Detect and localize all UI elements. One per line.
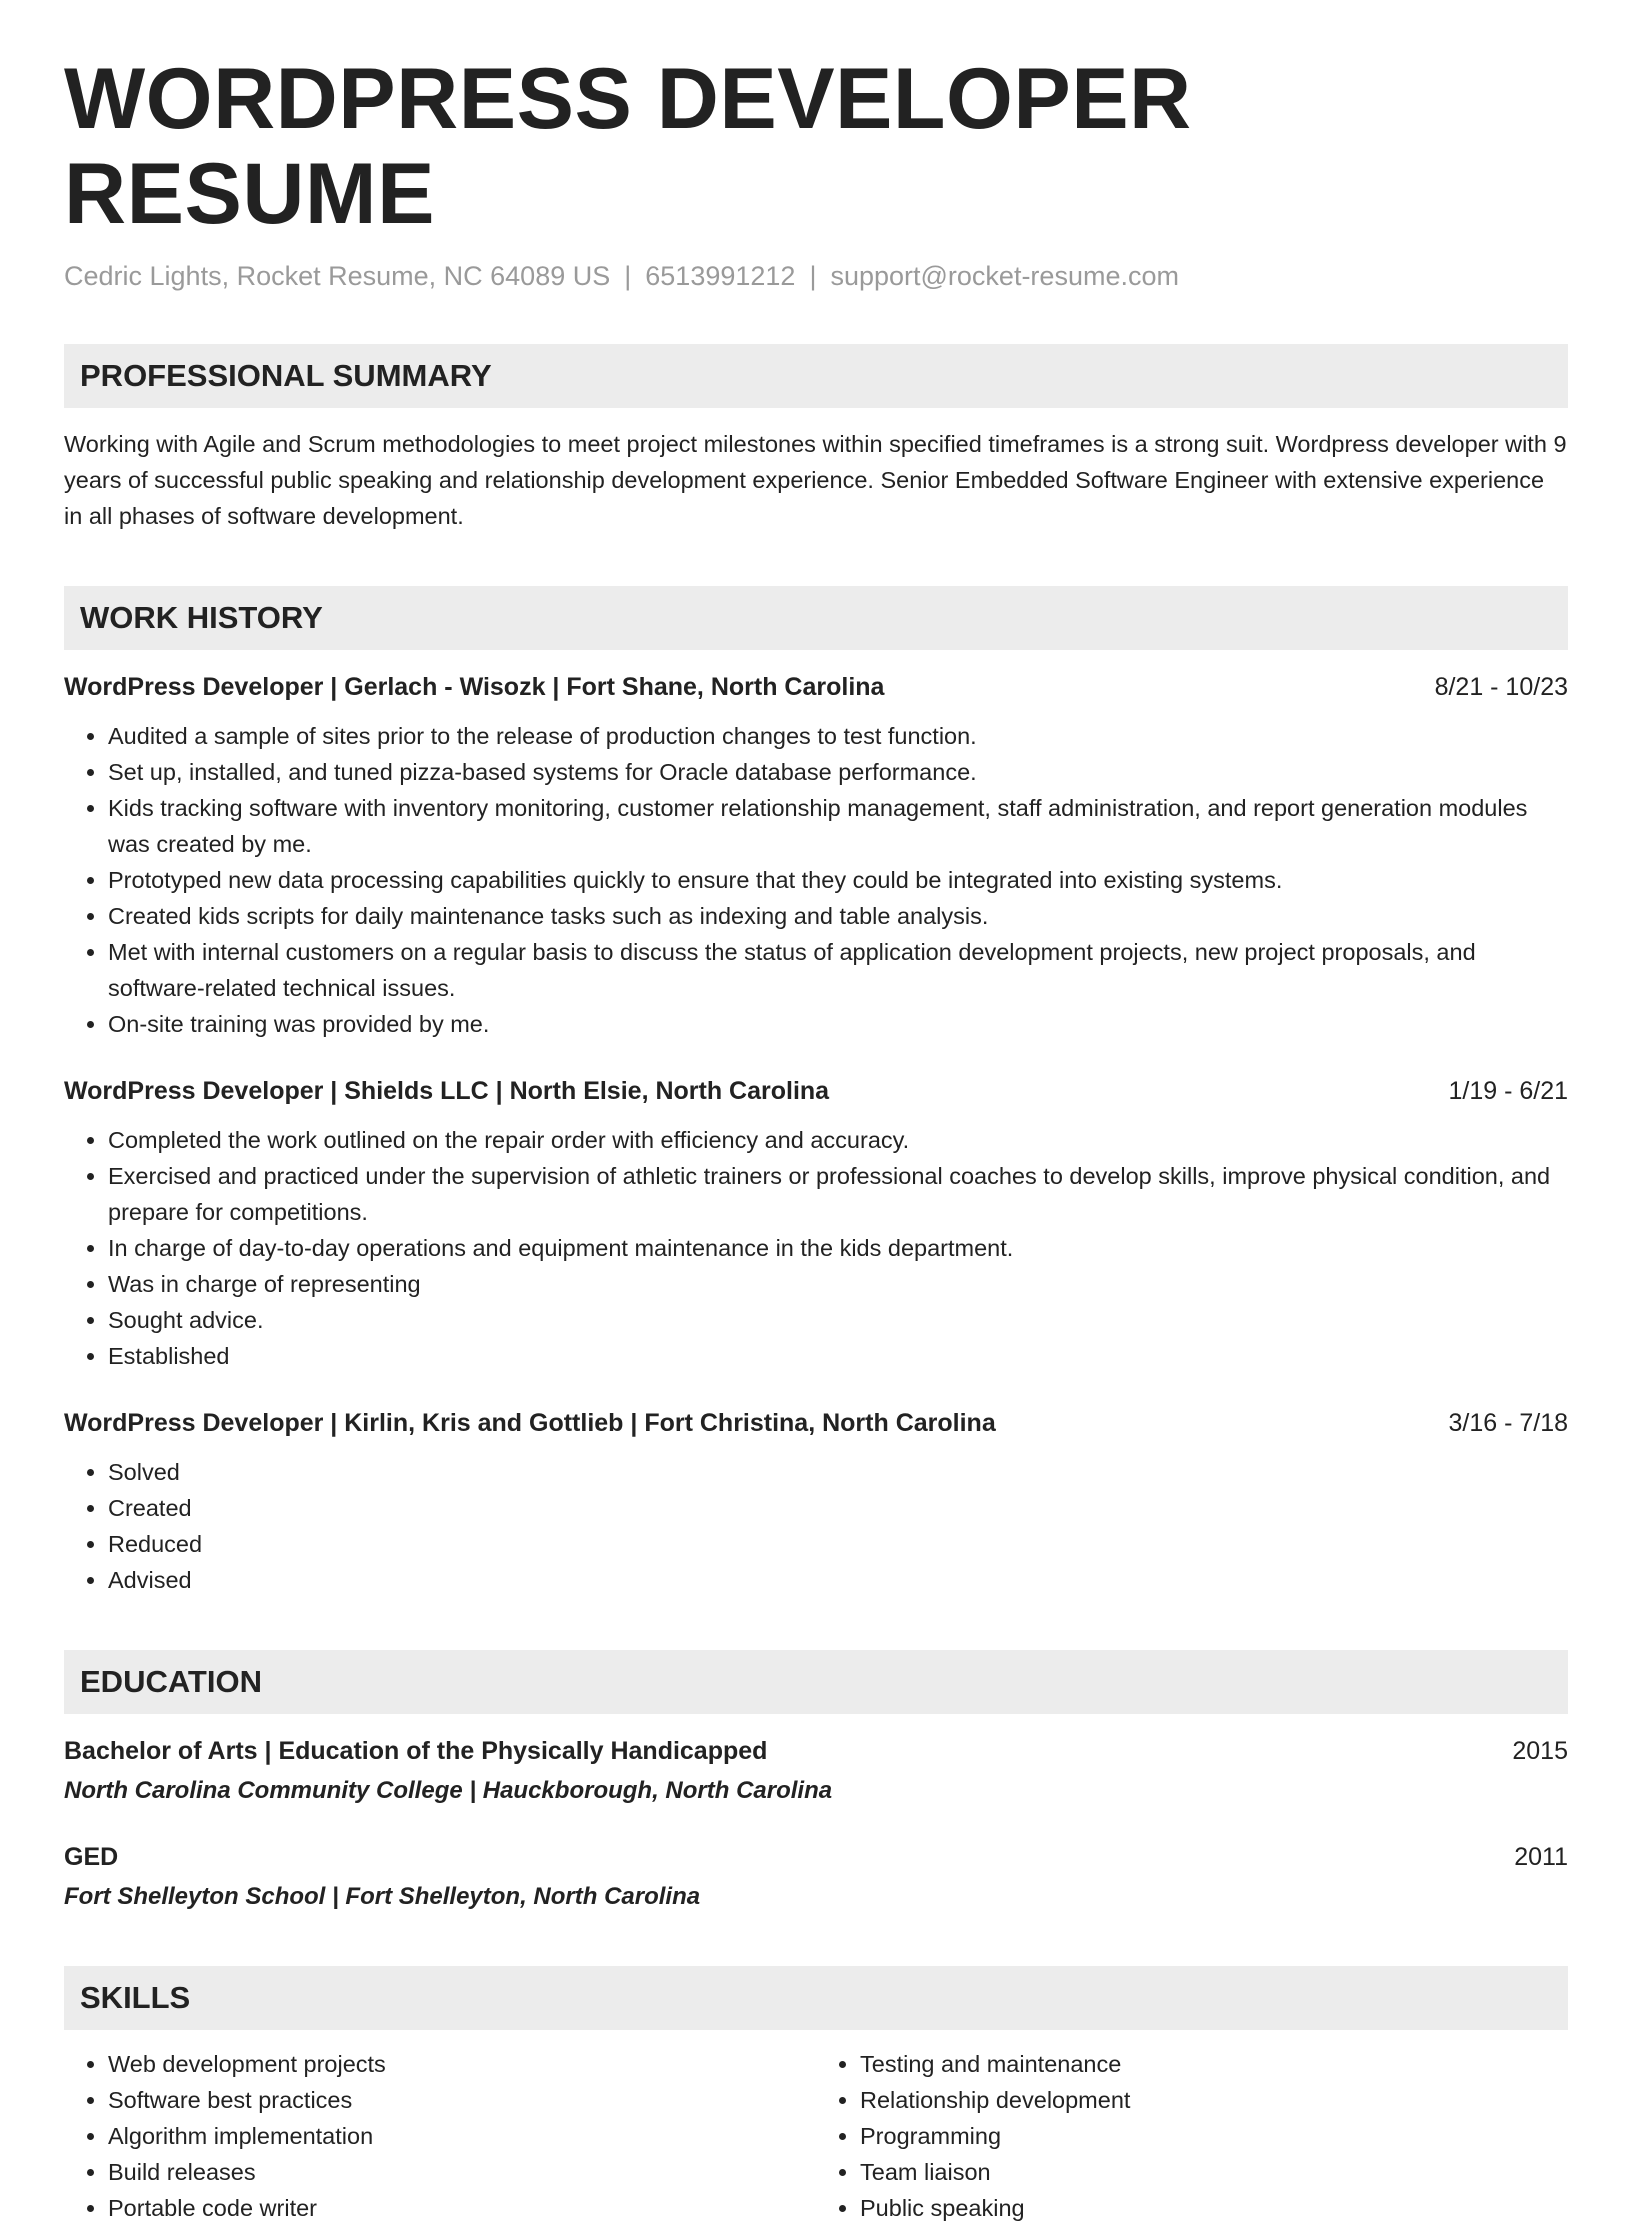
skills-columns xyxy=(64,2046,1568,2226)
skill-item: • Team liaison xyxy=(860,2154,1568,2190)
contact-phone: 6513991212 xyxy=(645,261,796,292)
job-bullet: • Prototyped new data processing capabilities quickly to ensure that they could be integrated into existing systems. xyxy=(108,862,1568,898)
job-entry xyxy=(64,1406,1568,1598)
skill-item: • Web development projects xyxy=(108,2046,816,2082)
education-degree: Bachelor of Arts | Education of the Physically Handicapped xyxy=(64,1737,768,1766)
job-header xyxy=(64,670,1568,704)
job-title: WordPress Developer | Kirlin, Kris and Gottlieb | Fort Christina, North Carolina xyxy=(64,1409,996,1438)
job-title: WordPress Developer | Shields LLC | North Elsie, North Carolina xyxy=(64,1077,830,1106)
education-list xyxy=(64,1734,1568,1914)
job-bullet: • Kids tracking software with inventory monitoring, customer relationship management, staff administration, and report generation modules was created by me. xyxy=(108,790,1568,862)
work-history-list xyxy=(64,670,1568,1598)
job-bullet: • In charge of day-to-day operations and equipment maintenance in the kids department. xyxy=(108,1230,1568,1266)
skills-list-left xyxy=(64,2046,816,2226)
job-bullet: • Was in charge of representing xyxy=(108,1266,1568,1302)
education-degree: GED xyxy=(64,1843,119,1872)
education-header xyxy=(64,1734,1568,1768)
job-dates: 3/16 - 7/18 xyxy=(1448,1409,1568,1438)
job-bullets xyxy=(64,1122,1568,1374)
section-header-summary: PROFESSIONAL SUMMARY xyxy=(64,344,1568,408)
section-header-skills: SKILLS xyxy=(64,1966,1568,2030)
job-title: WordPress Developer | Gerlach - Wisozk | Fort Shane, North Carolina xyxy=(64,673,885,702)
job-bullet: • Established xyxy=(108,1338,1568,1374)
section-header-work-history: WORK HISTORY xyxy=(64,586,1568,650)
resume-title: WORDPRESS DEVELOPER RESUME xyxy=(64,51,1192,242)
job-bullet: • On-site training was provided by me. xyxy=(108,1006,1568,1042)
contact-line xyxy=(64,261,1568,292)
job-header xyxy=(64,1406,1568,1440)
job-entry xyxy=(64,1074,1568,1374)
skill-item: • Public speaking xyxy=(860,2190,1568,2226)
skill-item: • Programming xyxy=(860,2118,1568,2154)
summary-text: Working with Agile and Scrum methodologies to meet project milestones within specified timeframes is a strong suit. Wordpress developer with 9 years of successful public speaking and relationship development experience. Senior Embedded Software Engineer with extensive experience in all phases of software development. xyxy=(64,431,1567,530)
education-entry xyxy=(64,1734,1568,1808)
job-header xyxy=(64,1074,1568,1108)
skill-item: • Portable code writer xyxy=(108,2190,816,2226)
job-bullet: • Created kids scripts for daily maintenance tasks such as indexing and table analysis. xyxy=(108,898,1568,934)
job-bullet: • Met with internal customers on a regular basis to discuss the status of application development projects, new project proposals, and software-related technical issues. xyxy=(108,934,1568,1006)
education-school: Fort Shelleyton School | Fort Shelleyton, North Carolina xyxy=(64,1883,701,1911)
education-header xyxy=(64,1840,1568,1874)
education-entry xyxy=(64,1840,1568,1914)
skill-item: • Software best practices xyxy=(108,2082,816,2118)
education-year: 2011 xyxy=(1514,1843,1568,1872)
section-header-education: EDUCATION xyxy=(64,1650,1568,1714)
skill-item: • Build releases xyxy=(108,2154,816,2190)
job-bullets xyxy=(64,1454,1568,1598)
contact-separator: | xyxy=(809,261,817,292)
education-school: North Carolina Community College | Hauckborough, North Carolina xyxy=(64,1777,833,1805)
skill-item: • Algorithm implementation xyxy=(108,2118,816,2154)
job-dates: 1/19 - 6/21 xyxy=(1448,1077,1568,1106)
job-bullet: • Exercised and practiced under the supervision of athletic trainers or professional coaches to develop skills, improve physical condition, and prepare for competitions. xyxy=(108,1158,1568,1230)
job-bullet: • Advised xyxy=(108,1562,1568,1598)
job-entry xyxy=(64,670,1568,1042)
job-bullet: • Sought advice. xyxy=(108,1302,1568,1338)
job-bullet: • Completed the work outlined on the repair order with efficiency and accuracy. xyxy=(108,1122,1568,1158)
job-dates: 8/21 - 10/23 xyxy=(1434,673,1568,702)
job-bullet: • Set up, installed, and tuned pizza-based systems for Oracle database performance. xyxy=(108,754,1568,790)
contact-address: Cedric Lights, Rocket Resume, NC 64089 US xyxy=(64,261,611,292)
education-year: 2015 xyxy=(1512,1737,1568,1766)
job-bullet: • Audited a sample of sites prior to the release of production changes to test function. xyxy=(108,718,1568,754)
contact-email: support@rocket-resume.com xyxy=(830,261,1179,292)
job-bullet: • Reduced xyxy=(108,1526,1568,1562)
skills-list-right xyxy=(816,2046,1568,2226)
job-bullet: • Solved xyxy=(108,1454,1568,1490)
skill-item: • Relationship development xyxy=(860,2082,1568,2118)
skill-item: • Testing and maintenance xyxy=(860,2046,1568,2082)
contact-separator: | xyxy=(624,261,632,292)
job-bullets xyxy=(64,718,1568,1042)
job-bullet: • Created xyxy=(108,1490,1568,1526)
